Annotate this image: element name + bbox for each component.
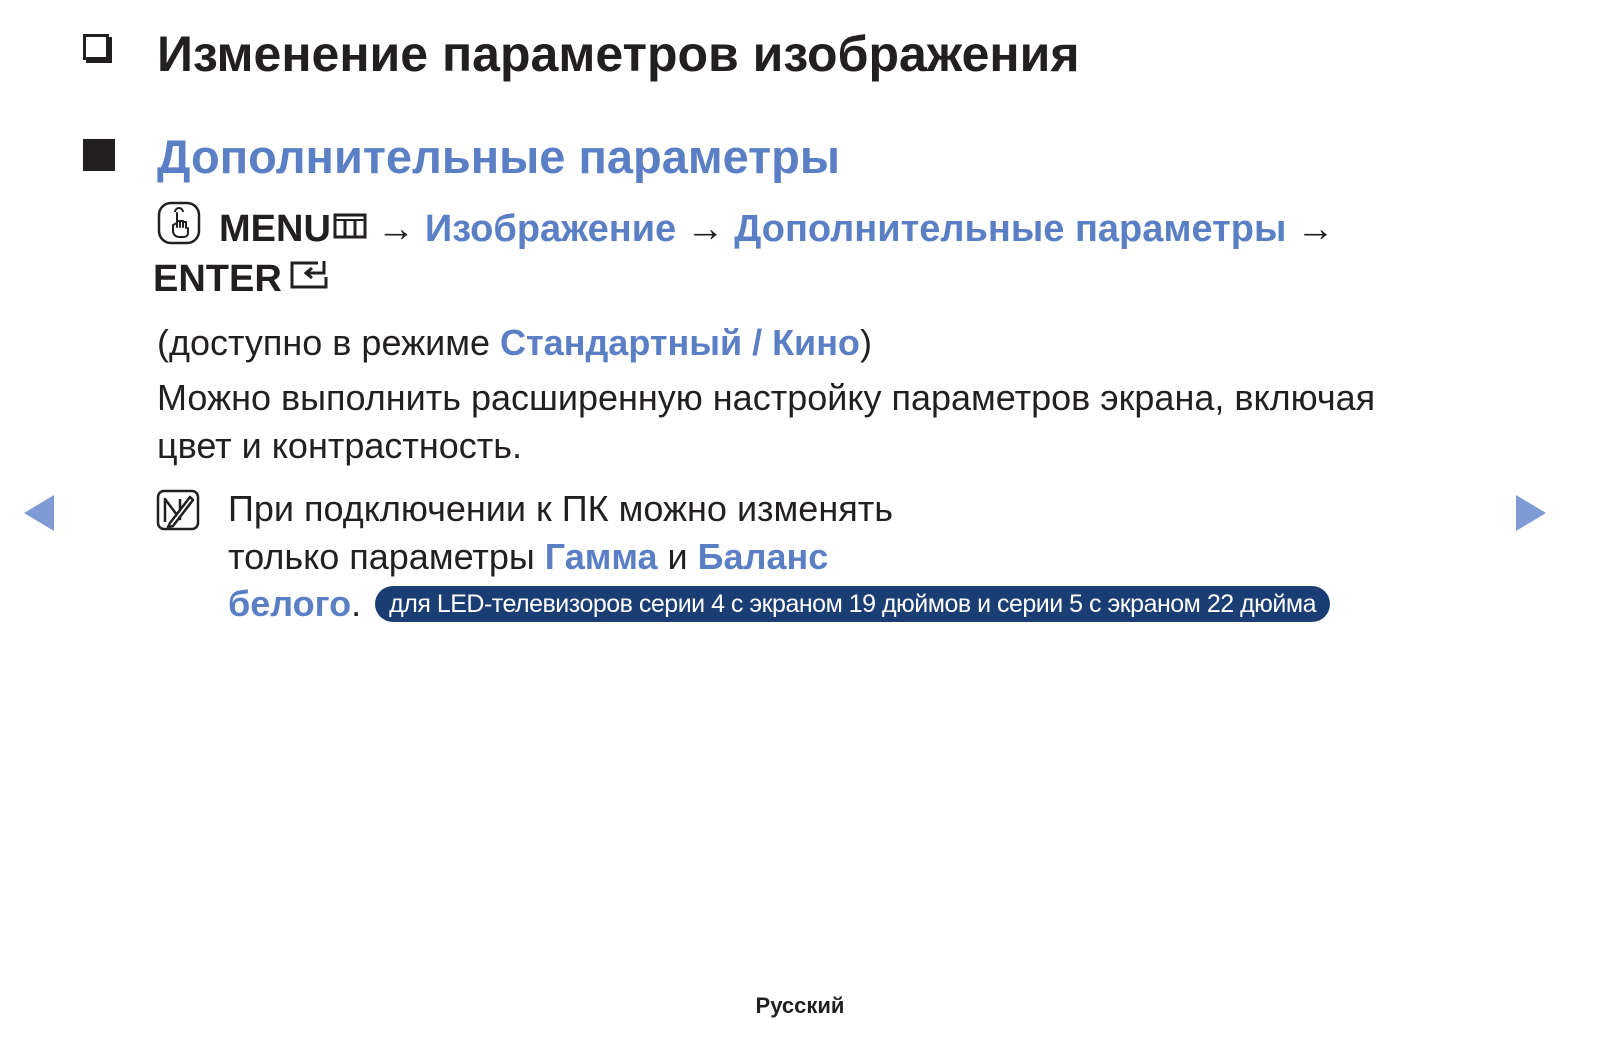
checkbox-icon (83, 34, 109, 60)
path-arrow: → (376, 208, 415, 250)
note-line (228, 580, 1330, 628)
description-line: Можно выполнить расширенную настройку параметров экрана, включая (157, 377, 1376, 418)
availability-text (157, 319, 872, 367)
path-step-picture: Изображение (424, 208, 677, 250)
remote-hand-icon (157, 201, 201, 257)
prev-arrow-icon[interactable] (24, 495, 54, 531)
note-line (228, 533, 828, 581)
footer-language: Русский (755, 993, 845, 1018)
menu-label: MENU (219, 208, 331, 250)
square-bullet-icon (83, 139, 115, 171)
note-line: При подключении к ПК можно изменять (228, 488, 893, 529)
menu-path (157, 201, 1344, 257)
availability-prefix: (доступно в режиме (157, 322, 501, 363)
description-line: цвет и контрастность. (157, 425, 522, 466)
enter-icon (288, 255, 332, 303)
enter-label: ENTER (153, 258, 282, 300)
path-arrow: → (1296, 208, 1335, 250)
note-balance: Баланс (697, 536, 829, 577)
section-title: Дополнительные параметры (157, 130, 840, 183)
note-and: и (657, 536, 698, 577)
enter-line (153, 255, 332, 303)
availability-modes: Стандартный / Кино (500, 322, 860, 363)
chapter-title: Изменение параметров изображения (157, 26, 1080, 82)
path-step-advanced: Дополнительные параметры (734, 208, 1287, 250)
model-badge: для LED-телевизоров серии 4 с экраном 19 дюймов и серии 5 с экраном 22 дюйма (375, 586, 1330, 622)
note-icon (156, 489, 200, 536)
note-prefix: только параметры (228, 536, 545, 577)
menu-icon (333, 205, 367, 253)
next-arrow-icon[interactable] (1516, 495, 1546, 531)
note-white: белого (228, 583, 352, 624)
note-gamma: Гамма (544, 536, 658, 577)
availability-suffix: ) (859, 322, 872, 363)
note-period: . (351, 583, 362, 624)
path-arrow: → (686, 208, 725, 250)
